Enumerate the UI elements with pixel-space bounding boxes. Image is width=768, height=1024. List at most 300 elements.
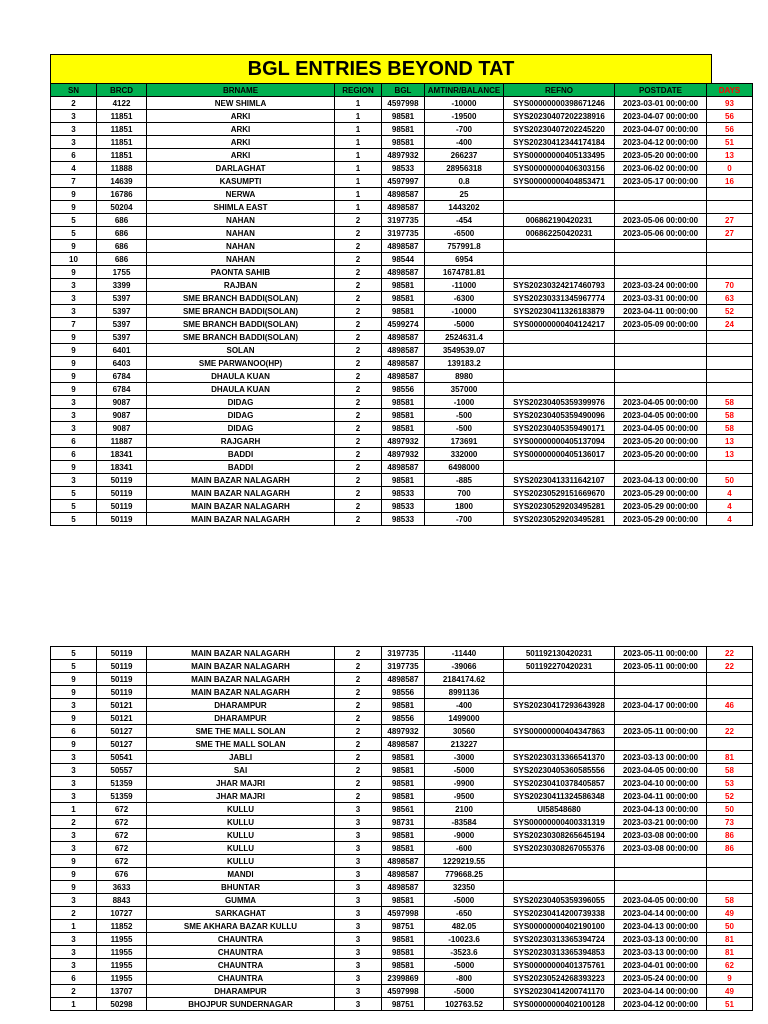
- cell-region: 3: [335, 842, 382, 855]
- cell-days: [707, 383, 753, 396]
- cell-days: [707, 240, 753, 253]
- cell-brname: DHARAMPUR: [147, 712, 335, 725]
- cell-refno: SYS00000000401375761: [504, 959, 615, 972]
- cell-bgl: 98581: [382, 136, 425, 149]
- cell-days: 56: [707, 110, 753, 123]
- cell-refno: SYS00000000405133495: [504, 149, 615, 162]
- cell-days: [707, 253, 753, 266]
- cell-brcd: 50119: [97, 647, 147, 660]
- cell-refno: [504, 738, 615, 751]
- cell-amount: -19500: [425, 110, 504, 123]
- cell-brcd: 3633: [97, 881, 147, 894]
- cell-brname: ARKI: [147, 123, 335, 136]
- table-row: [51, 790, 753, 803]
- cell-sn: 6: [51, 435, 97, 448]
- cell-bgl: 98533: [382, 513, 425, 526]
- cell-sn: 7: [51, 318, 97, 331]
- cell-postdate: 2023-03-01 00:00:00: [615, 97, 707, 110]
- cell-days: 50: [707, 920, 753, 933]
- cell-region: 2: [335, 357, 382, 370]
- cell-brcd: 6784: [97, 370, 147, 383]
- table-row: [51, 370, 753, 383]
- cell-refno: SYS20230405359399976: [504, 396, 615, 409]
- cell-brname: KULLU: [147, 803, 335, 816]
- cell-brcd: 50127: [97, 738, 147, 751]
- cell-sn: 9: [51, 240, 97, 253]
- cell-days: [707, 357, 753, 370]
- cell-bgl: 3197735: [382, 660, 425, 673]
- cell-postdate: 2023-04-05 00:00:00: [615, 422, 707, 435]
- cell-days: 81: [707, 933, 753, 946]
- cell-region: 3: [335, 985, 382, 998]
- cell-region: 2: [335, 725, 382, 738]
- table-row: [51, 357, 753, 370]
- cell-region: 3: [335, 868, 382, 881]
- cell-bgl: 4897932: [382, 725, 425, 738]
- cell-brcd: 5397: [97, 305, 147, 318]
- cell-region: 2: [335, 712, 382, 725]
- cell-refno: SYS20230411326183879: [504, 305, 615, 318]
- cell-region: 1: [335, 136, 382, 149]
- cell-postdate: 2023-04-05 00:00:00: [615, 764, 707, 777]
- cell-postdate: 2023-03-13 00:00:00: [615, 933, 707, 946]
- cell-days: [707, 738, 753, 751]
- cell-brname: PAONTA SAHIB: [147, 266, 335, 279]
- cell-sn: 2: [51, 97, 97, 110]
- cell-amount: 0.8: [425, 175, 504, 188]
- cell-amount: -1000: [425, 396, 504, 409]
- cell-postdate: 2023-04-05 00:00:00: [615, 409, 707, 422]
- cell-postdate: 2023-04-07 00:00:00: [615, 123, 707, 136]
- cell-bgl: 98581: [382, 842, 425, 855]
- cell-refno: [504, 383, 615, 396]
- cell-sn: 9: [51, 357, 97, 370]
- cell-refno: 501192130420231: [504, 647, 615, 660]
- cell-amount: 700: [425, 487, 504, 500]
- cell-postdate: [615, 344, 707, 357]
- cell-region: 2: [335, 673, 382, 686]
- cell-brname: NEW SHIMLA: [147, 97, 335, 110]
- cell-refno: SYS20230313365394724: [504, 933, 615, 946]
- cell-amount: -3000: [425, 751, 504, 764]
- table-row: [51, 751, 753, 764]
- cell-brname: DHARAMPUR: [147, 699, 335, 712]
- cell-region: 2: [335, 660, 382, 673]
- cell-refno: [504, 331, 615, 344]
- cell-postdate: 2023-03-24 00:00:00: [615, 279, 707, 292]
- cell-amount: -700: [425, 123, 504, 136]
- cell-days: [707, 266, 753, 279]
- cell-brname: CHAUNTRA: [147, 972, 335, 985]
- cell-region: 2: [335, 751, 382, 764]
- cell-amount: -454: [425, 214, 504, 227]
- table-row: [51, 474, 753, 487]
- cell-amount: -5000: [425, 764, 504, 777]
- cell-postdate: 2023-04-12 00:00:00: [615, 136, 707, 149]
- cell-amount: -10000: [425, 97, 504, 110]
- cell-brcd: 8843: [97, 894, 147, 907]
- column-header-amount: AMTINR/BALANCE: [425, 84, 504, 97]
- cell-bgl: 98751: [382, 998, 425, 1011]
- cell-sn: 2: [51, 816, 97, 829]
- cell-postdate: 2023-04-13 00:00:00: [615, 920, 707, 933]
- cell-amount: 8980: [425, 370, 504, 383]
- cell-bgl: 98556: [382, 712, 425, 725]
- cell-refno: [504, 357, 615, 370]
- cell-bgl: 98533: [382, 487, 425, 500]
- table-row: [51, 266, 753, 279]
- cell-brcd: 11851: [97, 136, 147, 149]
- cell-amount: -650: [425, 907, 504, 920]
- cell-refno: SYS20230313365394853: [504, 946, 615, 959]
- cell-refno: [504, 370, 615, 383]
- cell-refno: SYS00000000405136017: [504, 448, 615, 461]
- cell-days: 53: [707, 777, 753, 790]
- cell-brname: SHIMLA EAST: [147, 201, 335, 214]
- column-header-sn: SN: [51, 84, 97, 97]
- cell-brname: DIDAG: [147, 422, 335, 435]
- cell-refno: 006862190420231: [504, 214, 615, 227]
- table-row: [51, 292, 753, 305]
- cell-postdate: [615, 201, 707, 214]
- cell-brcd: 11887: [97, 435, 147, 448]
- cell-refno: SYS20230405359396055: [504, 894, 615, 907]
- cell-refno: SYS20230524268393223: [504, 972, 615, 985]
- cell-postdate: [615, 673, 707, 686]
- cell-postdate: [615, 868, 707, 881]
- cell-brcd: 50127: [97, 725, 147, 738]
- cell-brcd: 11888: [97, 162, 147, 175]
- cell-bgl: 98581: [382, 933, 425, 946]
- cell-sn: 3: [51, 123, 97, 136]
- cell-region: 2: [335, 474, 382, 487]
- cell-sn: 3: [51, 933, 97, 946]
- cell-amount: 6498000: [425, 461, 504, 474]
- cell-refno: [504, 240, 615, 253]
- cell-brcd: 50119: [97, 513, 147, 526]
- cell-amount: 2184174.62: [425, 673, 504, 686]
- cell-postdate: [615, 240, 707, 253]
- cell-region: 2: [335, 292, 382, 305]
- cell-sn: 3: [51, 842, 97, 855]
- table-row: [51, 920, 753, 933]
- cell-postdate: 2023-03-13 00:00:00: [615, 946, 707, 959]
- cell-brname: CHAUNTRA: [147, 933, 335, 946]
- cell-postdate: [615, 188, 707, 201]
- cell-bgl: 4898587: [382, 344, 425, 357]
- cell-amount: 139183.2: [425, 357, 504, 370]
- cell-bgl: 98533: [382, 500, 425, 513]
- cell-sn: 9: [51, 370, 97, 383]
- cell-postdate: 2023-04-10 00:00:00: [615, 777, 707, 790]
- cell-amount: 1499000: [425, 712, 504, 725]
- cell-region: 2: [335, 764, 382, 777]
- cell-days: 58: [707, 422, 753, 435]
- table-row: [51, 894, 753, 907]
- cell-brname: SME THE MALL SOLAN: [147, 725, 335, 738]
- table-row: [51, 673, 753, 686]
- cell-region: 3: [335, 894, 382, 907]
- cell-region: 2: [335, 331, 382, 344]
- cell-amount: -5000: [425, 959, 504, 972]
- cell-sn: 1: [51, 803, 97, 816]
- cell-refno: SYS20230405359490096: [504, 409, 615, 422]
- cell-postdate: [615, 383, 707, 396]
- cell-sn: 3: [51, 279, 97, 292]
- cell-region: 2: [335, 647, 382, 660]
- cell-sn: 3: [51, 292, 97, 305]
- cell-days: 27: [707, 214, 753, 227]
- cell-brcd: 50119: [97, 500, 147, 513]
- cell-amount: 1674781.81: [425, 266, 504, 279]
- cell-bgl: 98581: [382, 279, 425, 292]
- cell-postdate: [615, 712, 707, 725]
- cell-days: [707, 188, 753, 201]
- table-row: [51, 175, 753, 188]
- cell-region: 2: [335, 422, 382, 435]
- cell-sn: 3: [51, 136, 97, 149]
- cell-days: 46: [707, 699, 753, 712]
- cell-region: 2: [335, 500, 382, 513]
- cell-brcd: 11955: [97, 959, 147, 972]
- cell-amount: -11000: [425, 279, 504, 292]
- cell-bgl: 98581: [382, 894, 425, 907]
- table-row: [51, 764, 753, 777]
- cell-postdate: [615, 253, 707, 266]
- table-row: [51, 738, 753, 751]
- table-row: [51, 998, 753, 1011]
- cell-bgl: 4898587: [382, 357, 425, 370]
- table-row: [51, 487, 753, 500]
- cell-days: 73: [707, 816, 753, 829]
- cell-days: 16: [707, 175, 753, 188]
- cell-bgl: 4898587: [382, 673, 425, 686]
- cell-amount: -9000: [425, 829, 504, 842]
- cell-days: [707, 370, 753, 383]
- cell-amount: 2524631.4: [425, 331, 504, 344]
- cell-refno: SYS20230529203495281: [504, 500, 615, 513]
- cell-refno: [504, 461, 615, 474]
- table-row: [51, 214, 753, 227]
- cell-sn: 5: [51, 660, 97, 673]
- cell-sn: 9: [51, 686, 97, 699]
- cell-amount: -400: [425, 136, 504, 149]
- cell-postdate: 2023-04-05 00:00:00: [615, 396, 707, 409]
- cell-refno: SYS00000000406303156: [504, 162, 615, 175]
- cell-days: [707, 686, 753, 699]
- table-row: [51, 422, 753, 435]
- cell-amount: 213227: [425, 738, 504, 751]
- table-body-1: [51, 97, 753, 526]
- cell-amount: 1443202: [425, 201, 504, 214]
- cell-brcd: 4122: [97, 97, 147, 110]
- cell-region: 2: [335, 790, 382, 803]
- cell-sn: 9: [51, 383, 97, 396]
- cell-brcd: 672: [97, 842, 147, 855]
- cell-days: 4: [707, 513, 753, 526]
- cell-region: 3: [335, 946, 382, 959]
- cell-refno: [504, 201, 615, 214]
- cell-brname: CHAUNTRA: [147, 959, 335, 972]
- cell-postdate: 2023-05-11 00:00:00: [615, 725, 707, 738]
- cell-sn: 9: [51, 712, 97, 725]
- cell-bgl: 4597998: [382, 907, 425, 920]
- cell-brcd: 50119: [97, 673, 147, 686]
- cell-days: 93: [707, 97, 753, 110]
- column-header-region: REGION: [335, 84, 382, 97]
- cell-sn: 6: [51, 725, 97, 738]
- cell-brcd: 18341: [97, 461, 147, 474]
- cell-brname: RAJBAN: [147, 279, 335, 292]
- table-row: [51, 383, 753, 396]
- cell-postdate: 2023-05-11 00:00:00: [615, 660, 707, 673]
- cell-region: 3: [335, 829, 382, 842]
- cell-bgl: 98581: [382, 946, 425, 959]
- cell-amount: -83584: [425, 816, 504, 829]
- cell-days: [707, 712, 753, 725]
- cell-sn: 9: [51, 868, 97, 881]
- cell-days: 27: [707, 227, 753, 240]
- cell-days: 58: [707, 894, 753, 907]
- cell-region: 2: [335, 396, 382, 409]
- cell-refno: [504, 253, 615, 266]
- cell-sn: 9: [51, 673, 97, 686]
- cell-days: 52: [707, 305, 753, 318]
- cell-region: 2: [335, 777, 382, 790]
- cell-brcd: 16786: [97, 188, 147, 201]
- cell-region: 2: [335, 686, 382, 699]
- cell-postdate: [615, 461, 707, 474]
- cell-brname: NERWA: [147, 188, 335, 201]
- cell-postdate: 2023-05-29 00:00:00: [615, 513, 707, 526]
- cell-brcd: 9087: [97, 422, 147, 435]
- cell-refno: [504, 673, 615, 686]
- cell-postdate: [615, 331, 707, 344]
- cell-postdate: 2023-05-09 00:00:00: [615, 318, 707, 331]
- cell-bgl: 3197735: [382, 647, 425, 660]
- cell-amount: -10023.6: [425, 933, 504, 946]
- cell-days: 13: [707, 149, 753, 162]
- cell-days: 56: [707, 123, 753, 136]
- table-row: [51, 136, 753, 149]
- cell-postdate: 2023-04-13 00:00:00: [615, 803, 707, 816]
- table-row: [51, 396, 753, 409]
- cell-region: 2: [335, 409, 382, 422]
- cell-brname: MAIN BAZAR NALAGARH: [147, 660, 335, 673]
- cell-postdate: 2023-04-12 00:00:00: [615, 998, 707, 1011]
- cell-region: 2: [335, 344, 382, 357]
- table-row: [51, 331, 753, 344]
- cell-days: 86: [707, 829, 753, 842]
- cell-brcd: 672: [97, 816, 147, 829]
- cell-postdate: [615, 855, 707, 868]
- cell-brname: KULLU: [147, 816, 335, 829]
- cell-bgl: 3197735: [382, 227, 425, 240]
- cell-brcd: 10727: [97, 907, 147, 920]
- cell-brname: BHUNTAR: [147, 881, 335, 894]
- cell-amount: -500: [425, 409, 504, 422]
- cell-amount: 102763.52: [425, 998, 504, 1011]
- cell-sn: 4: [51, 162, 97, 175]
- cell-days: 9: [707, 972, 753, 985]
- cell-bgl: 4898587: [382, 240, 425, 253]
- cell-sn: 3: [51, 777, 97, 790]
- cell-amount: -6300: [425, 292, 504, 305]
- cell-brname: SME THE MALL SOLAN: [147, 738, 335, 751]
- cell-amount: 8991136: [425, 686, 504, 699]
- cell-bgl: 98581: [382, 790, 425, 803]
- cell-brcd: 11851: [97, 149, 147, 162]
- cell-brcd: 6401: [97, 344, 147, 357]
- table-row: [51, 712, 753, 725]
- cell-refno: SYS20230529151669670: [504, 487, 615, 500]
- cell-bgl: 4898587: [382, 738, 425, 751]
- cell-refno: SYS20230414200741170: [504, 985, 615, 998]
- cell-sn: 5: [51, 647, 97, 660]
- cell-amount: 2100: [425, 803, 504, 816]
- cell-refno: [504, 712, 615, 725]
- cell-postdate: 2023-04-13 00:00:00: [615, 474, 707, 487]
- cell-postdate: [615, 738, 707, 751]
- cell-brcd: 686: [97, 227, 147, 240]
- table-row: [51, 868, 753, 881]
- cell-postdate: [615, 266, 707, 279]
- cell-region: 1: [335, 162, 382, 175]
- cell-amount: -39066: [425, 660, 504, 673]
- cell-postdate: 2023-05-06 00:00:00: [615, 214, 707, 227]
- cell-sn: 3: [51, 946, 97, 959]
- cell-days: 81: [707, 946, 753, 959]
- cell-days: 51: [707, 136, 753, 149]
- cell-amount: 28956318: [425, 162, 504, 175]
- cell-postdate: 2023-05-20 00:00:00: [615, 435, 707, 448]
- cell-sn: 9: [51, 738, 97, 751]
- bgl-table-1: [50, 83, 753, 526]
- cell-bgl: 4597998: [382, 97, 425, 110]
- cell-bgl: 98533: [382, 162, 425, 175]
- cell-brcd: 6784: [97, 383, 147, 396]
- cell-days: 0: [707, 162, 753, 175]
- cell-bgl: 98581: [382, 474, 425, 487]
- cell-sn: 3: [51, 474, 97, 487]
- cell-brcd: 672: [97, 829, 147, 842]
- cell-refno: SYS20230412344174184: [504, 136, 615, 149]
- cell-sn: 9: [51, 188, 97, 201]
- cell-postdate: 2023-04-11 00:00:00: [615, 790, 707, 803]
- cell-postdate: 2023-05-20 00:00:00: [615, 448, 707, 461]
- cell-days: 52: [707, 790, 753, 803]
- cell-sn: 9: [51, 331, 97, 344]
- cell-region: 2: [335, 253, 382, 266]
- cell-amount: -800: [425, 972, 504, 985]
- cell-sn: 5: [51, 500, 97, 513]
- cell-refno: [504, 868, 615, 881]
- cell-region: 3: [335, 907, 382, 920]
- cell-refno: SYS20230324217460793: [504, 279, 615, 292]
- cell-refno: SYS00000000400331319: [504, 816, 615, 829]
- cell-bgl: 98581: [382, 764, 425, 777]
- cell-region: 3: [335, 816, 382, 829]
- cell-region: 1: [335, 123, 382, 136]
- cell-sn: 3: [51, 409, 97, 422]
- cell-bgl: 98581: [382, 959, 425, 972]
- cell-sn: 9: [51, 344, 97, 357]
- table-row: [51, 409, 753, 422]
- cell-brcd: 672: [97, 803, 147, 816]
- cell-brcd: 50119: [97, 686, 147, 699]
- cell-amount: 25: [425, 188, 504, 201]
- cell-brname: BADDI: [147, 448, 335, 461]
